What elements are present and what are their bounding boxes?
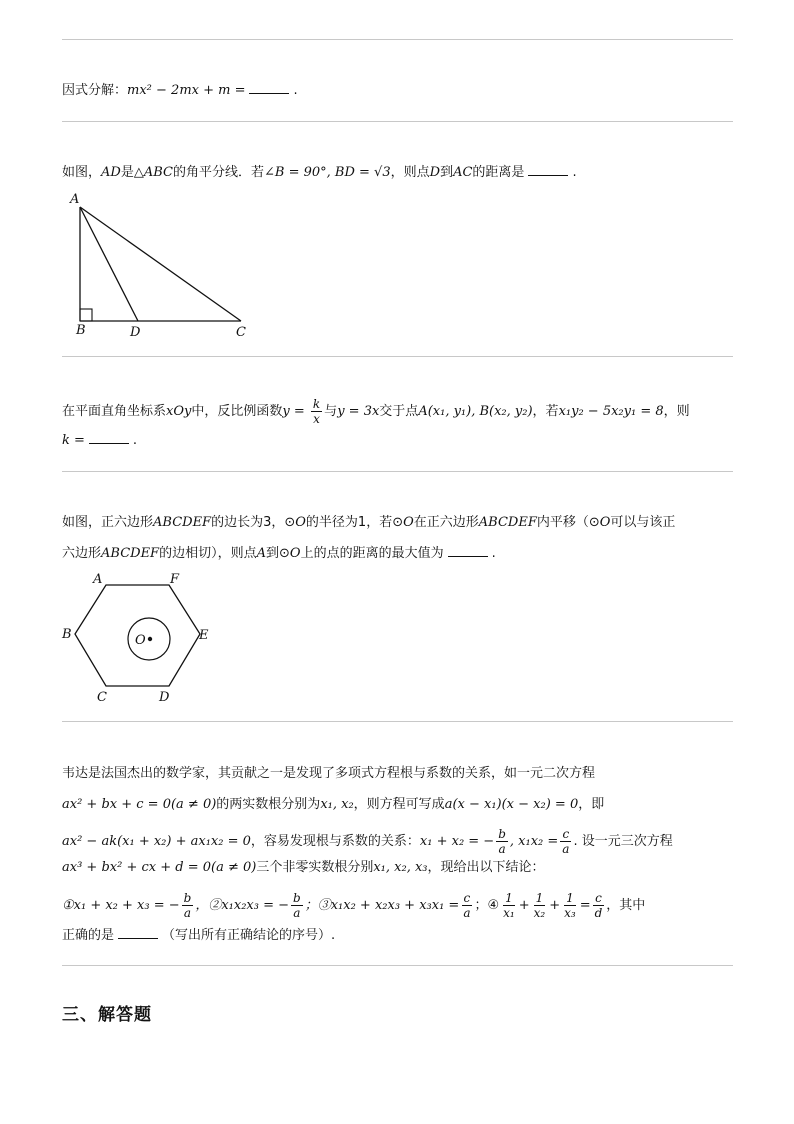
question-2: 如图，AD是△ABC的角平分线．若∠B = 90°, BD = √3，则点D到AC的距离是 . [62, 165, 577, 180]
question-5-line-4: ax³ + bx² + cx + d = 0(a ≠ 0)三个非零实数根分别x₁, x₂, x₃，现给出以下结论： [62, 860, 545, 875]
label-c: C [236, 325, 246, 340]
divider [62, 721, 733, 722]
divider [62, 356, 733, 357]
label-d: D [159, 690, 170, 705]
answer-blank[interactable] [448, 544, 488, 557]
label-f: F [170, 572, 180, 587]
question-5-line-3: ax² − ak(x₁ + x₂) + ax₁x₂ = 0，容易发现根与系数的关系：x₁ + x₂ = − $\frac{b}{a}$ , x₁x₂ = $\frac{c}{a}$ . 设一元三次方程 [62, 827, 673, 856]
label-a: A [93, 572, 103, 587]
label-c: C [97, 690, 107, 705]
question-1: 因式分解：mx² − 2mx + m = . [62, 83, 298, 98]
section-title: 三、解答题 [62, 1005, 152, 1025]
label-d: D [130, 325, 141, 340]
label-a: A [70, 192, 80, 207]
label-b: B [76, 323, 86, 338]
question-4-line-1: 如图，正六边形ABCDEF的边长为3，⊙O的半径为1，若⊙O在正六边形ABCDEF内平移（⊙O可以与该正 [62, 515, 676, 530]
question-4-line-2: 六边形ABCDEF的边相切），则点A到⊙O上的点的距离的最大值为 . [62, 546, 496, 561]
question-3-line-1: 在平面直角坐标系xOy中，反比例函数y = $\frac{k}{x}$ 与y = 3x交于点A(x₁, y₁), B(x₂, y₂)，若x₁y₂ − 5x₂y₁ = 8，则 [62, 397, 690, 426]
divider [62, 39, 733, 40]
divider [62, 965, 733, 966]
answer-blank[interactable] [249, 81, 289, 94]
question-5-conclusions: ①x₁ + x₂ + x₃ = − $\frac{b}{a}$ ，②x₁x₂x₃ = − $\frac{b}{a}$ ；③x₁x₂ + x₂x₃ + x₃x₁ = $\frac{c}{a}$ ；④ $\frac{1}{\text{x₁}}$ + $\frac{1}{\text{x₂}}$ + $\frac{1}{\text{x₃}}$ = $\frac{c}{d}$ ，其中 [62, 891, 646, 920]
divider [62, 121, 733, 122]
answer-blank[interactable] [89, 431, 129, 444]
label-b: B [62, 627, 72, 642]
triangle-figure [62, 190, 262, 345]
divider [62, 471, 733, 472]
label-e: E [199, 628, 209, 643]
question-3-line-2: k = . [62, 433, 138, 448]
hexagon-figure [58, 568, 218, 708]
question-5-line-6: 正确的是 （写出所有正确结论的序号）. [62, 928, 336, 943]
answer-blank[interactable] [528, 163, 568, 176]
question-5-line-2: ax² + bx + c = 0(a ≠ 0)的两实数根分别为x₁, x₂，则方程可写成a(x − x₁)(x − x₂) = 0，即 [62, 797, 605, 812]
question-5-line-1: 韦达是法国杰出的数学家，其贡献之一是发现了多项式方程根与系数的关系，如一元二次方程 [62, 766, 596, 781]
answer-blank[interactable] [118, 926, 158, 939]
label-o: O [135, 633, 146, 648]
